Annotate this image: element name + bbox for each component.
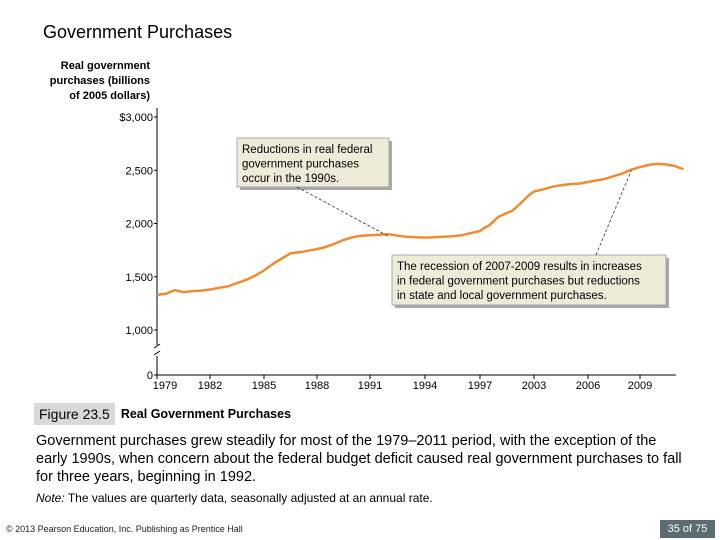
annotation: [392, 170, 669, 308]
x-tick-label: 2003: [521, 380, 547, 392]
x-tick-label: 1994: [412, 380, 438, 392]
y-tick-label: $3,000: [119, 112, 153, 124]
annotation-text: Reductions in real federal: [242, 144, 373, 156]
annotation-text: in state and local government purchases.: [397, 290, 607, 302]
x-tick-label: 2009: [627, 380, 653, 392]
annotation-text: in federal government purchases but reductions: [397, 275, 640, 288]
x-tick-label: 1979: [152, 380, 178, 392]
note-label: Note:: [36, 491, 65, 505]
figure-title: Real Government Purchases: [120, 407, 292, 421]
y-tick-label: 1,500: [125, 271, 153, 284]
y-tick-label: 1,000: [125, 325, 153, 337]
y-axis-label-line-2: purchases (billions: [49, 75, 150, 87]
x-tick-label: 2006: [575, 380, 601, 392]
y-tick-label: 2,000: [125, 218, 153, 231]
x-tick-label: 1997: [467, 380, 493, 392]
chart-axes: [154, 108, 676, 375]
figure-heading: [34, 402, 291, 426]
x-tick-label: 1991: [357, 380, 383, 392]
slide-title: Government Purchases: [43, 22, 233, 42]
x-tick-label: 1988: [304, 380, 330, 392]
y-tick-label: 2,500: [125, 165, 153, 178]
axis-break-mark: [154, 351, 160, 355]
annotation-leader: [596, 170, 631, 255]
chart-annotations: [237, 138, 669, 308]
y-axis-label-line-3: of 2005 dollars): [69, 90, 150, 102]
annotation-leader: [297, 187, 388, 236]
figure-note: [36, 491, 686, 505]
annotation-text: The recession of 2007-2009 results in increases: [397, 261, 642, 273]
annotation-text: occur in the 1990s.: [242, 173, 340, 185]
page-number: 35 of 75: [660, 520, 715, 538]
x-tick-label: 1985: [251, 380, 277, 392]
copyright: © 2013 Pearson Education, Inc. Publishing as Prentice Hall: [6, 524, 243, 534]
annotation-text: government purchases: [242, 158, 359, 171]
note-text: The values are quarterly data, seasonally adjusted at an annual rate.: [67, 491, 433, 505]
x-tick-label: 1982: [197, 380, 223, 392]
figure-label: Figure 23.5: [34, 403, 115, 425]
figure-caption: Government purchases grew steadily for most of the 1979–2011 period, with the exception of the early 1990s, when concern about the federal budget deficit caused real government purchases to fall for three years, beginning in 1992.: [36, 433, 682, 485]
y-axis-label-line-1: Real government: [60, 60, 150, 72]
annotation: [237, 138, 392, 236]
y-tick-label: 0: [146, 370, 153, 382]
